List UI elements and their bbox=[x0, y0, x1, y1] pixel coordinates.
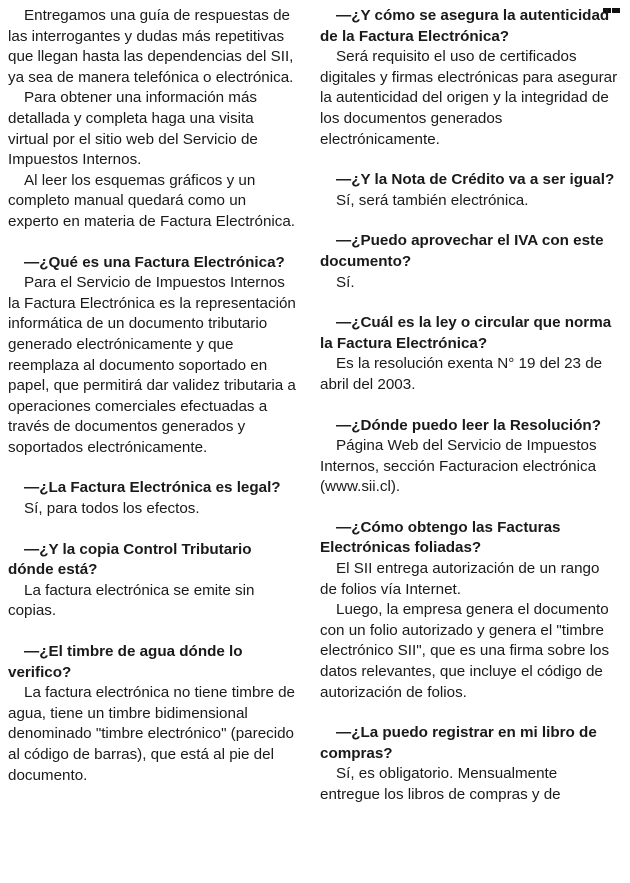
answer-paragraph: Página Web del Servicio de Impuestos Internos, sección Facturacion electrónica (www.sii.cl). bbox=[320, 437, 597, 496]
question-heading: —¿Cómo obtengo las Facturas Electrónicas foliadas? bbox=[320, 518, 561, 557]
intro-paragraph: Para obtener una información más detallada y completa haga una visita virtual por el sitio web del Servicio de Impuestos Internos. bbox=[8, 89, 258, 169]
answer-paragraph: Sí, para todos los efectos. bbox=[24, 500, 200, 518]
question-heading: —¿Cuál es la ley o circular que norma la Factura Electrónica? bbox=[320, 314, 612, 352]
corner-marks bbox=[602, 0, 630, 5]
answer-paragraph: Sí, es obligatorio. Mensualmente entregue los libros de compras y de bbox=[320, 765, 561, 803]
answer-paragraph: Para el Servicio de Impuestos Internos la Factura Electrónica es la representación informática de un documento tributario generado electrónicamente y que reemplaza al documento soportado en papel, que permitirá dar validez tributaria a operaciones comerciales efectuadas a través de documentos generados y soportados electrónicamente. bbox=[8, 274, 296, 456]
intro-paragraph: Al leer los esquemas gráficos y un completo manual quedará como un experto en materia de Factura Electrónica. bbox=[8, 171, 296, 230]
answer-paragraph: Sí, será también electrónica. bbox=[336, 191, 529, 209]
answer-paragraph: El SII entrega autorización de un rango de folios vía Internet. bbox=[320, 560, 600, 598]
question-heading: —¿Puedo aprovechar el IVA con este documento? bbox=[320, 232, 604, 270]
right-column bbox=[320, 6, 620, 806]
left-column bbox=[8, 6, 298, 786]
question-heading: —¿La puedo registrar en mi libro de compras? bbox=[320, 724, 597, 762]
question-heading: —¿Y la copia Control Tributario dónde está? bbox=[8, 540, 252, 579]
question-heading: —¿Y cómo se asegura la autenticidad de la Factura Electrónica? bbox=[320, 7, 610, 45]
question-heading: —¿La Factura Electrónica es legal? bbox=[24, 479, 281, 497]
answer-paragraph: Es la resolución exenta N° 19 del 23 de abril del 2003. bbox=[320, 355, 603, 393]
question-heading: —¿El timbre de agua dónde lo verifico? bbox=[8, 643, 243, 681]
question-heading: —¿Y la Nota de Crédito va a ser igual? bbox=[336, 171, 615, 189]
question-heading: —¿Dónde puedo leer la Resolución? bbox=[336, 416, 601, 434]
question-heading: —¿Qué es una Factura Electrónica? bbox=[24, 253, 285, 271]
answer-paragraph: Luego, la empresa genera el documento con un folio autorizado y genera el "timbre electrónico SII", que es una firma sobre los datos relevantes, que incluye el código de autorización de folios. bbox=[320, 601, 610, 701]
answer-paragraph: La factura electrónica se emite sin copias. bbox=[8, 581, 255, 620]
intro-paragraph: Entregamos una guía de respuestas de las interrogantes y dudas más repetitivas que llegan hasta las dependencias del SII, ya sea de manera telefónica o electrónica. bbox=[8, 7, 294, 86]
answer-paragraph: Sí. bbox=[336, 273, 355, 291]
answer-paragraph: La factura electrónica no tiene timbre de agua, tiene un timbre bidimensional denominado "timbre electrónico" (parecido al código de barras), que está al pie del documento. bbox=[8, 684, 296, 784]
answer-paragraph: Será requisito el uso de certificados digitales y firmas electrónicas para asegurar la autenticidad del origen y la integridad de los documentos generados electrónicamente. bbox=[320, 48, 618, 148]
